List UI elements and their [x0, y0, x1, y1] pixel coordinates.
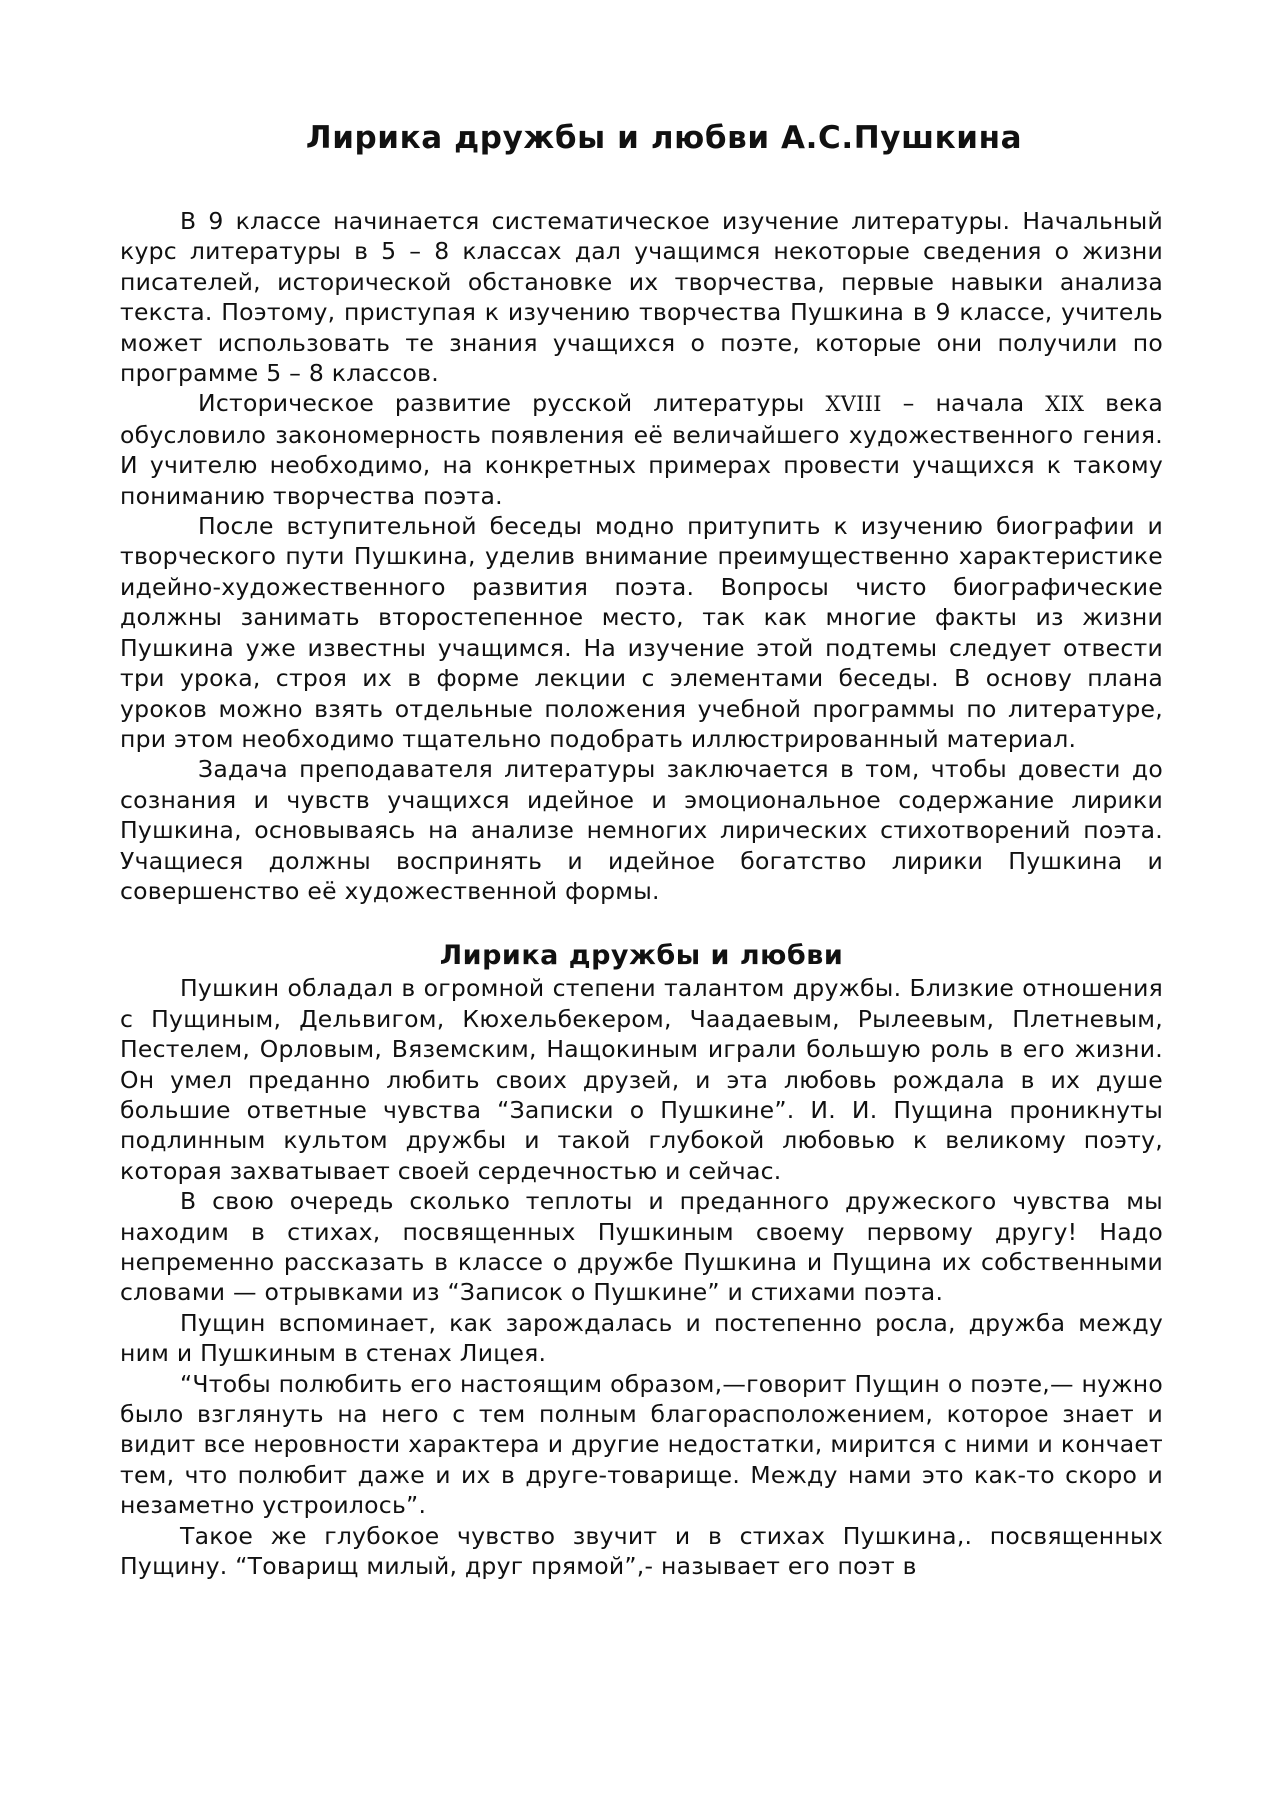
roman-numeral-century: XIX — [1045, 392, 1085, 417]
paragraph: Пушкин обладал в огромной степени талантом дружбы. Близкие отношения с Пущиным, Дельвигом, Кюхельбекером, Чаадаевым, Рылеевым, Плетневым, Пестелем, Орловым, Вяземским, Нащокиным играли большую роль в его жизни. Он умел преданно любить своих друзей, и эта любовь рождала в их душе большие ответные чувства “Записки о Пушкине”. И. И. Пущина проникнуты подлинным культом дружбы и такой глубокой любовью к великому поэту, которая захватывает своей сердечностью и сейчас. — [120, 974, 1163, 1185]
paragraph: После вступительной беседы модно притупить к изучению биографии и творческого пути Пушкина, уделив внимание преимущественно характеристике идейно-художественного развития поэта. Вопросы чисто биографические должны занимать второстепенное место, так как многие факты из жизни Пушкина уже известны учащимся. На изучение этой подтемы следует отвести три урока, строя их в форме лекции с элементами беседы. В основу плана уроков можно взять отдельные положения учебной программы по литературе, при этом необходимо тщательно подобрать иллюстрированный материал. — [120, 512, 1163, 753]
paragraph: Пущин вспоминает, как зарождалась и постепенно росла, дружба между ним и Пушкиным в стенах Лицея. — [120, 1308, 1163, 1368]
paragraph-text: Историческое развитие русской литературы — [198, 389, 826, 418]
document-title: Лирика дружбы и любви А.С.Пушкина — [305, 120, 1023, 156]
paragraph — [120, 388, 1163, 511]
paragraph: В 9 классе начинается систематическое изучение литературы. Начальный курс литературы в 5 – 8 классах дал учащимся некоторые сведения о жизни писателей, исторической обстановке их творчества, первые навыки анализа текста. Поэтому, приступая к изучению творчества Пушкина в 9 классе, учитель может использовать те знания учащихся о поэте, которые они получили по программе 5 – 8 классов. — [120, 207, 1163, 388]
paragraph: “Чтобы полюбить его настоящим образом,—говорит Пущин о поэте,— нужно было взглянуть на него с тем полным благорасположением, которое знает и видит все неровности характера и другие недостатки, мирится с ними и кончает тем, что полюбит даже и их в друге-товарище. Между нами это как-то скоро и незаметно устроилось”. — [120, 1369, 1163, 1520]
paragraph-text: века обусловило закономерность появления её величайшего художественного гения. И учителю необходимо, на конкретных примерах провести учащихся к такому пониманию творчества поэта. — [120, 389, 1163, 510]
paragraph-text: – начала — [881, 389, 1046, 418]
paragraph: Такое же глубокое чувство звучит и в стихах Пушкина,. посвященных Пущину. “Товарищ милый, друг прямой”,- называет его поэт в — [120, 1521, 1163, 1581]
roman-numeral-century: XVIII — [825, 392, 882, 417]
paragraph: Задача преподавателя литературы заключается в том, чтобы довести до сознания и чувств учащихся идейное и эмоциональное содержание лирики Пушкина, основываясь на анализе немногих лирических стихотворений поэта. Учащиеся должны воспринять и идейное богатство лирики Пушкина и совершенство её художественной формы. — [120, 755, 1163, 905]
document-page — [120, 118, 1163, 1581]
paragraph: В свою очередь сколько теплоты и преданного дружеского чувства мы находим в стихах, посвященных Пушкиным своему первому другу! Надо непременно рассказать в классе о дружбе Пушкина и Пущина их собственными словами — отрывками из “Записок о Пушкине” и стихами поэта. — [120, 1187, 1163, 1307]
section-heading: Лирика дружбы и любви — [439, 940, 844, 972]
